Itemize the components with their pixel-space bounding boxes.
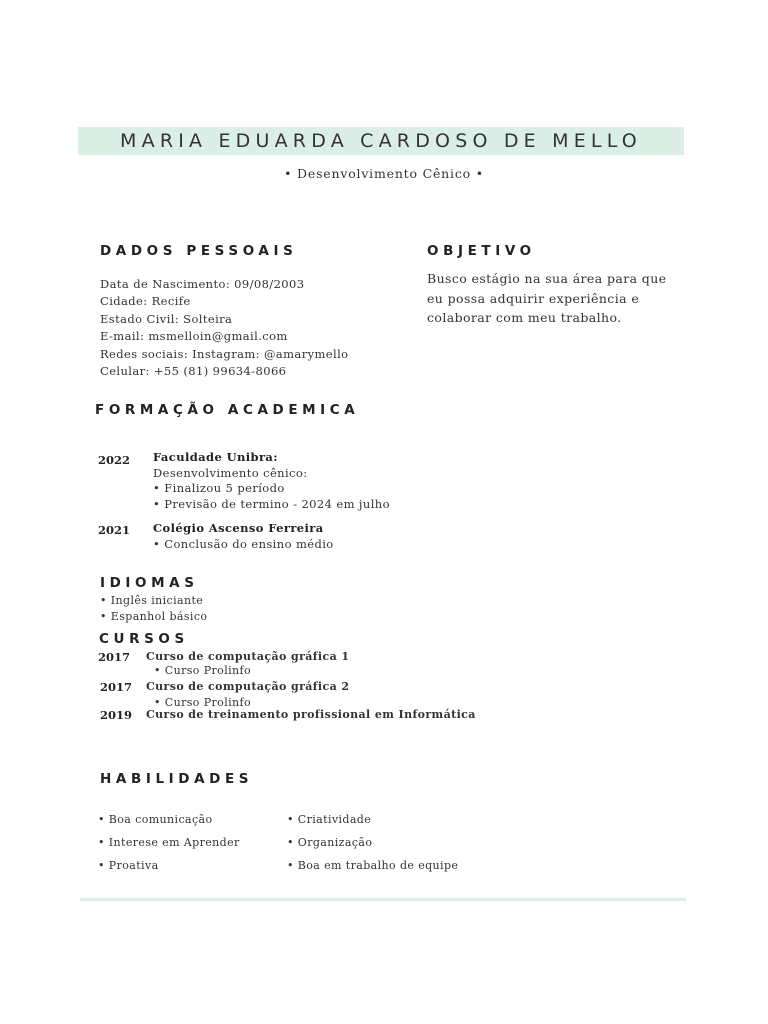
- objective-line: Busco estágio na sua área para que: [427, 271, 667, 286]
- language-item: • Espanhol básico: [100, 610, 208, 623]
- heading-objetivo: OBJETIVO: [427, 243, 536, 259]
- education-school: Faculdade Unibra:: [153, 450, 278, 464]
- course-year: 2019: [100, 708, 133, 722]
- education-detail: • Finalizou 5 período: [153, 481, 285, 495]
- email: E-mail: msmelloin@gmail.com: [100, 329, 288, 344]
- skill-item: • Boa em trabalho de equipe: [287, 859, 459, 872]
- phone: Celular: +55 (81) 99634-8066: [100, 364, 287, 379]
- education-detail: • Conclusão do ensino médio: [153, 536, 334, 551]
- education-school: Colégio Ascenso Ferreira: [153, 521, 324, 535]
- skill-item: • Criatividade: [287, 813, 372, 826]
- education-year: 2022: [98, 453, 131, 467]
- language-item: • Inglês iniciante: [100, 594, 204, 607]
- skill-item: • Organização: [287, 836, 373, 849]
- course-year: 2017: [100, 680, 133, 694]
- course-name: Curso de computação gráfica 2: [146, 680, 350, 693]
- skill-item: • Proativa: [98, 859, 159, 872]
- objective-line: colaborar com meu trabalho.: [427, 310, 622, 325]
- marital-status: Estado Civil: Solteira: [100, 311, 233, 326]
- heading-idiomas: IDIOMAS: [100, 575, 199, 591]
- languages-list: [100, 593, 207, 625]
- heading-formacao: FORMAÇÃO ACADEMICA: [95, 402, 360, 418]
- course-name: Curso de computação gráfica 1: [146, 650, 350, 663]
- skills-column-2: [287, 808, 458, 877]
- birth-date: Data de Nascimento: 09/08/2003: [100, 277, 305, 291]
- candidate-name: MARIA EDUARDA CARDOSO DE MELLO: [120, 130, 642, 152]
- personal-data-block: [100, 276, 348, 380]
- skills-column-1: [98, 808, 240, 877]
- objective-line: eu possa adquirir experiência e: [427, 290, 640, 306]
- social-networks: Redes sociais: Instagram: @amarymello: [100, 346, 349, 361]
- course-detail: • Curso Prolinfo: [154, 664, 252, 677]
- education-detail: Desenvolvimento cênico:: [153, 465, 308, 480]
- skill-item: • Boa comunicação: [98, 813, 213, 826]
- education-year: 2021: [98, 523, 131, 537]
- education-entry: [153, 450, 390, 512]
- heading-cursos: CURSOS: [99, 631, 189, 647]
- course-detail: • Curso Prolinfo: [154, 696, 252, 709]
- objective-text: [427, 269, 666, 328]
- candidate-subtitle: • Desenvolvimento Cênico •: [284, 166, 484, 181]
- education-entry: [153, 521, 334, 552]
- course-name: Curso de treinamento profissional em Informática: [146, 708, 476, 721]
- footer-divider: [80, 898, 686, 901]
- skill-item: • Interese em Aprender: [98, 836, 240, 849]
- education-detail: • Previsão de termino - 2024 em julho: [153, 496, 390, 511]
- course-year: 2017: [98, 650, 131, 664]
- heading-dados-pessoais: DADOS PESSOAIS: [100, 243, 298, 259]
- city: Cidade: Recife: [100, 294, 191, 309]
- heading-habilidades: HABILIDADES: [100, 771, 254, 787]
